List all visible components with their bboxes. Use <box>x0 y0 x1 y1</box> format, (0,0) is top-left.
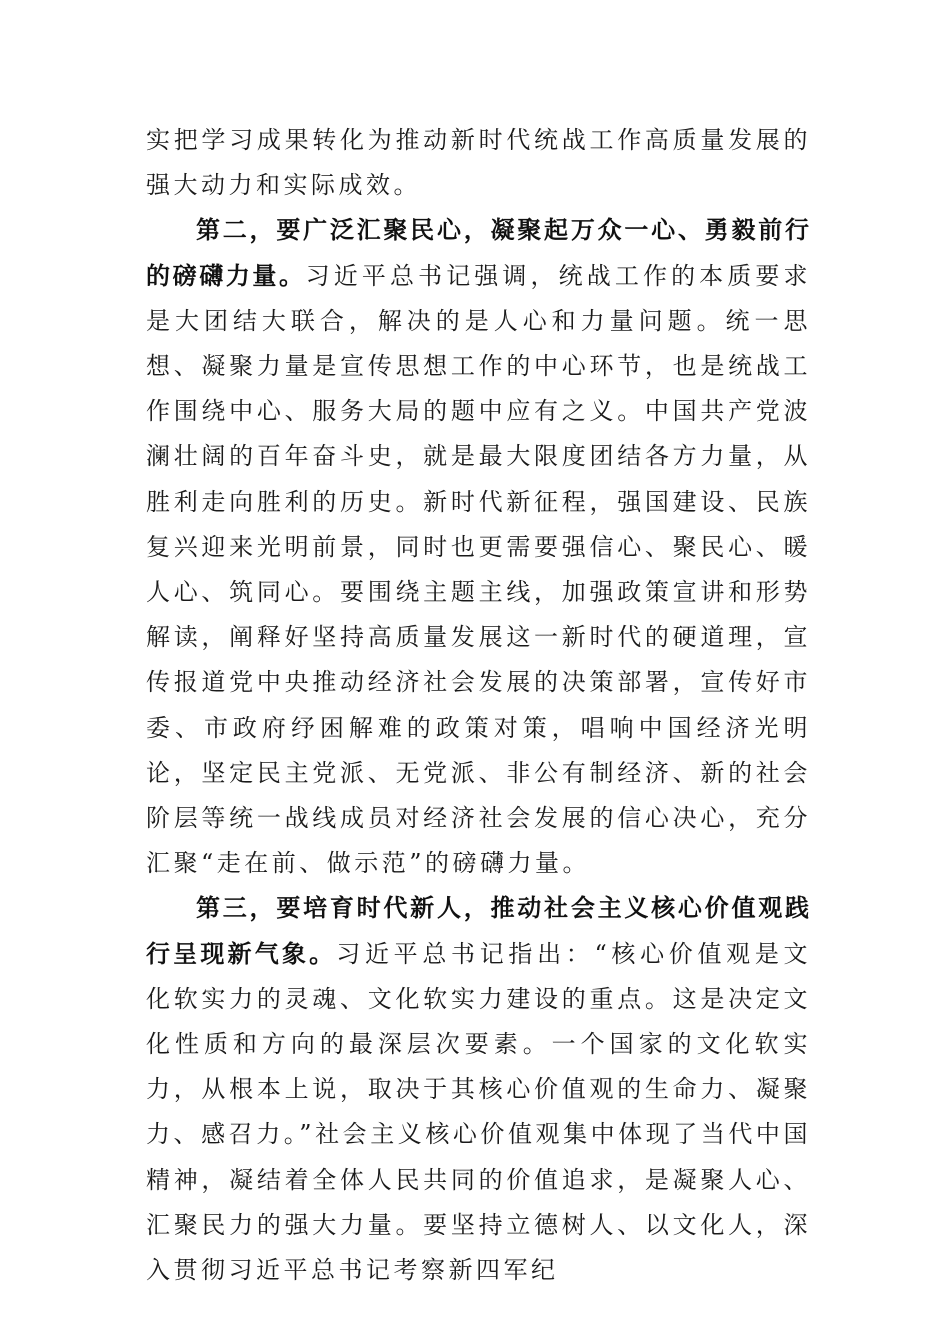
paragraph-text: 习近平总书记指出：“核心价值观是文化软实力的灵魂、文化软实力建设的重点。这是决定文化性质和方向的最深层次要素。一个国家的文化软实力，从根本上说，取决于其核心价值观的生命力、凝聚力、感召力。”社会主义核心价值观集中体现了当代中国精神，凝结着全体人民共同的价值追求，是凝聚人心、汇聚民力的强大力量。要坚持立德树人、以文化人，深入贯彻习近平总书记考察新四军纪 <box>146 939 812 1285</box>
paragraph-third-point <box>146 886 811 1293</box>
paragraph-lead-heading: 第二，要广泛汇聚民心，凝聚起万众一心、勇毅前行的磅礴力量。 <box>146 216 811 290</box>
paragraph-continuation <box>146 118 811 208</box>
document-body <box>146 118 811 1293</box>
paragraph-lead-heading: 第三，要培育时代新人，推动社会主义核心价值观践行呈现新气象。 <box>146 894 811 968</box>
paragraph-text: 习近平总书记强调，统战工作的本质要求是大团结大联合，解决的是人心和力量问题。统一思想、凝聚力量是宣传思想工作的中心环节，也是统战工作围绕中心、服务大局的题中应有之义。中国共产党波澜壮阔的百年奋斗史，就是最大限度团结各方力量，从胜利走向胜利的历史。新时代新征程，强国建设、民族复兴迎来光明前景，同时也更需要强信心、聚民心、暖人心、筑同心。要围绕主题主线，加强政策宣讲和形势解读，阐释好坚持高质量发展这一新时代的硬道理，宣传报道党中央推动经济社会发展的决策部署，宣传好市委、市政府纾困解难的政策对策，唱响中国经济光明论，坚定民主党派、无党派、非公有制经济、新的社会阶层等统一战线成员对经济社会发展的信心决心，充分汇聚“走在前、做示范”的磅礴力量。 <box>146 261 812 878</box>
paragraph-second-point <box>146 208 811 886</box>
paragraph-text: 实把学习成果转化为推动新时代统战工作高质量发展的强大动力和实际成效。 <box>146 126 811 200</box>
